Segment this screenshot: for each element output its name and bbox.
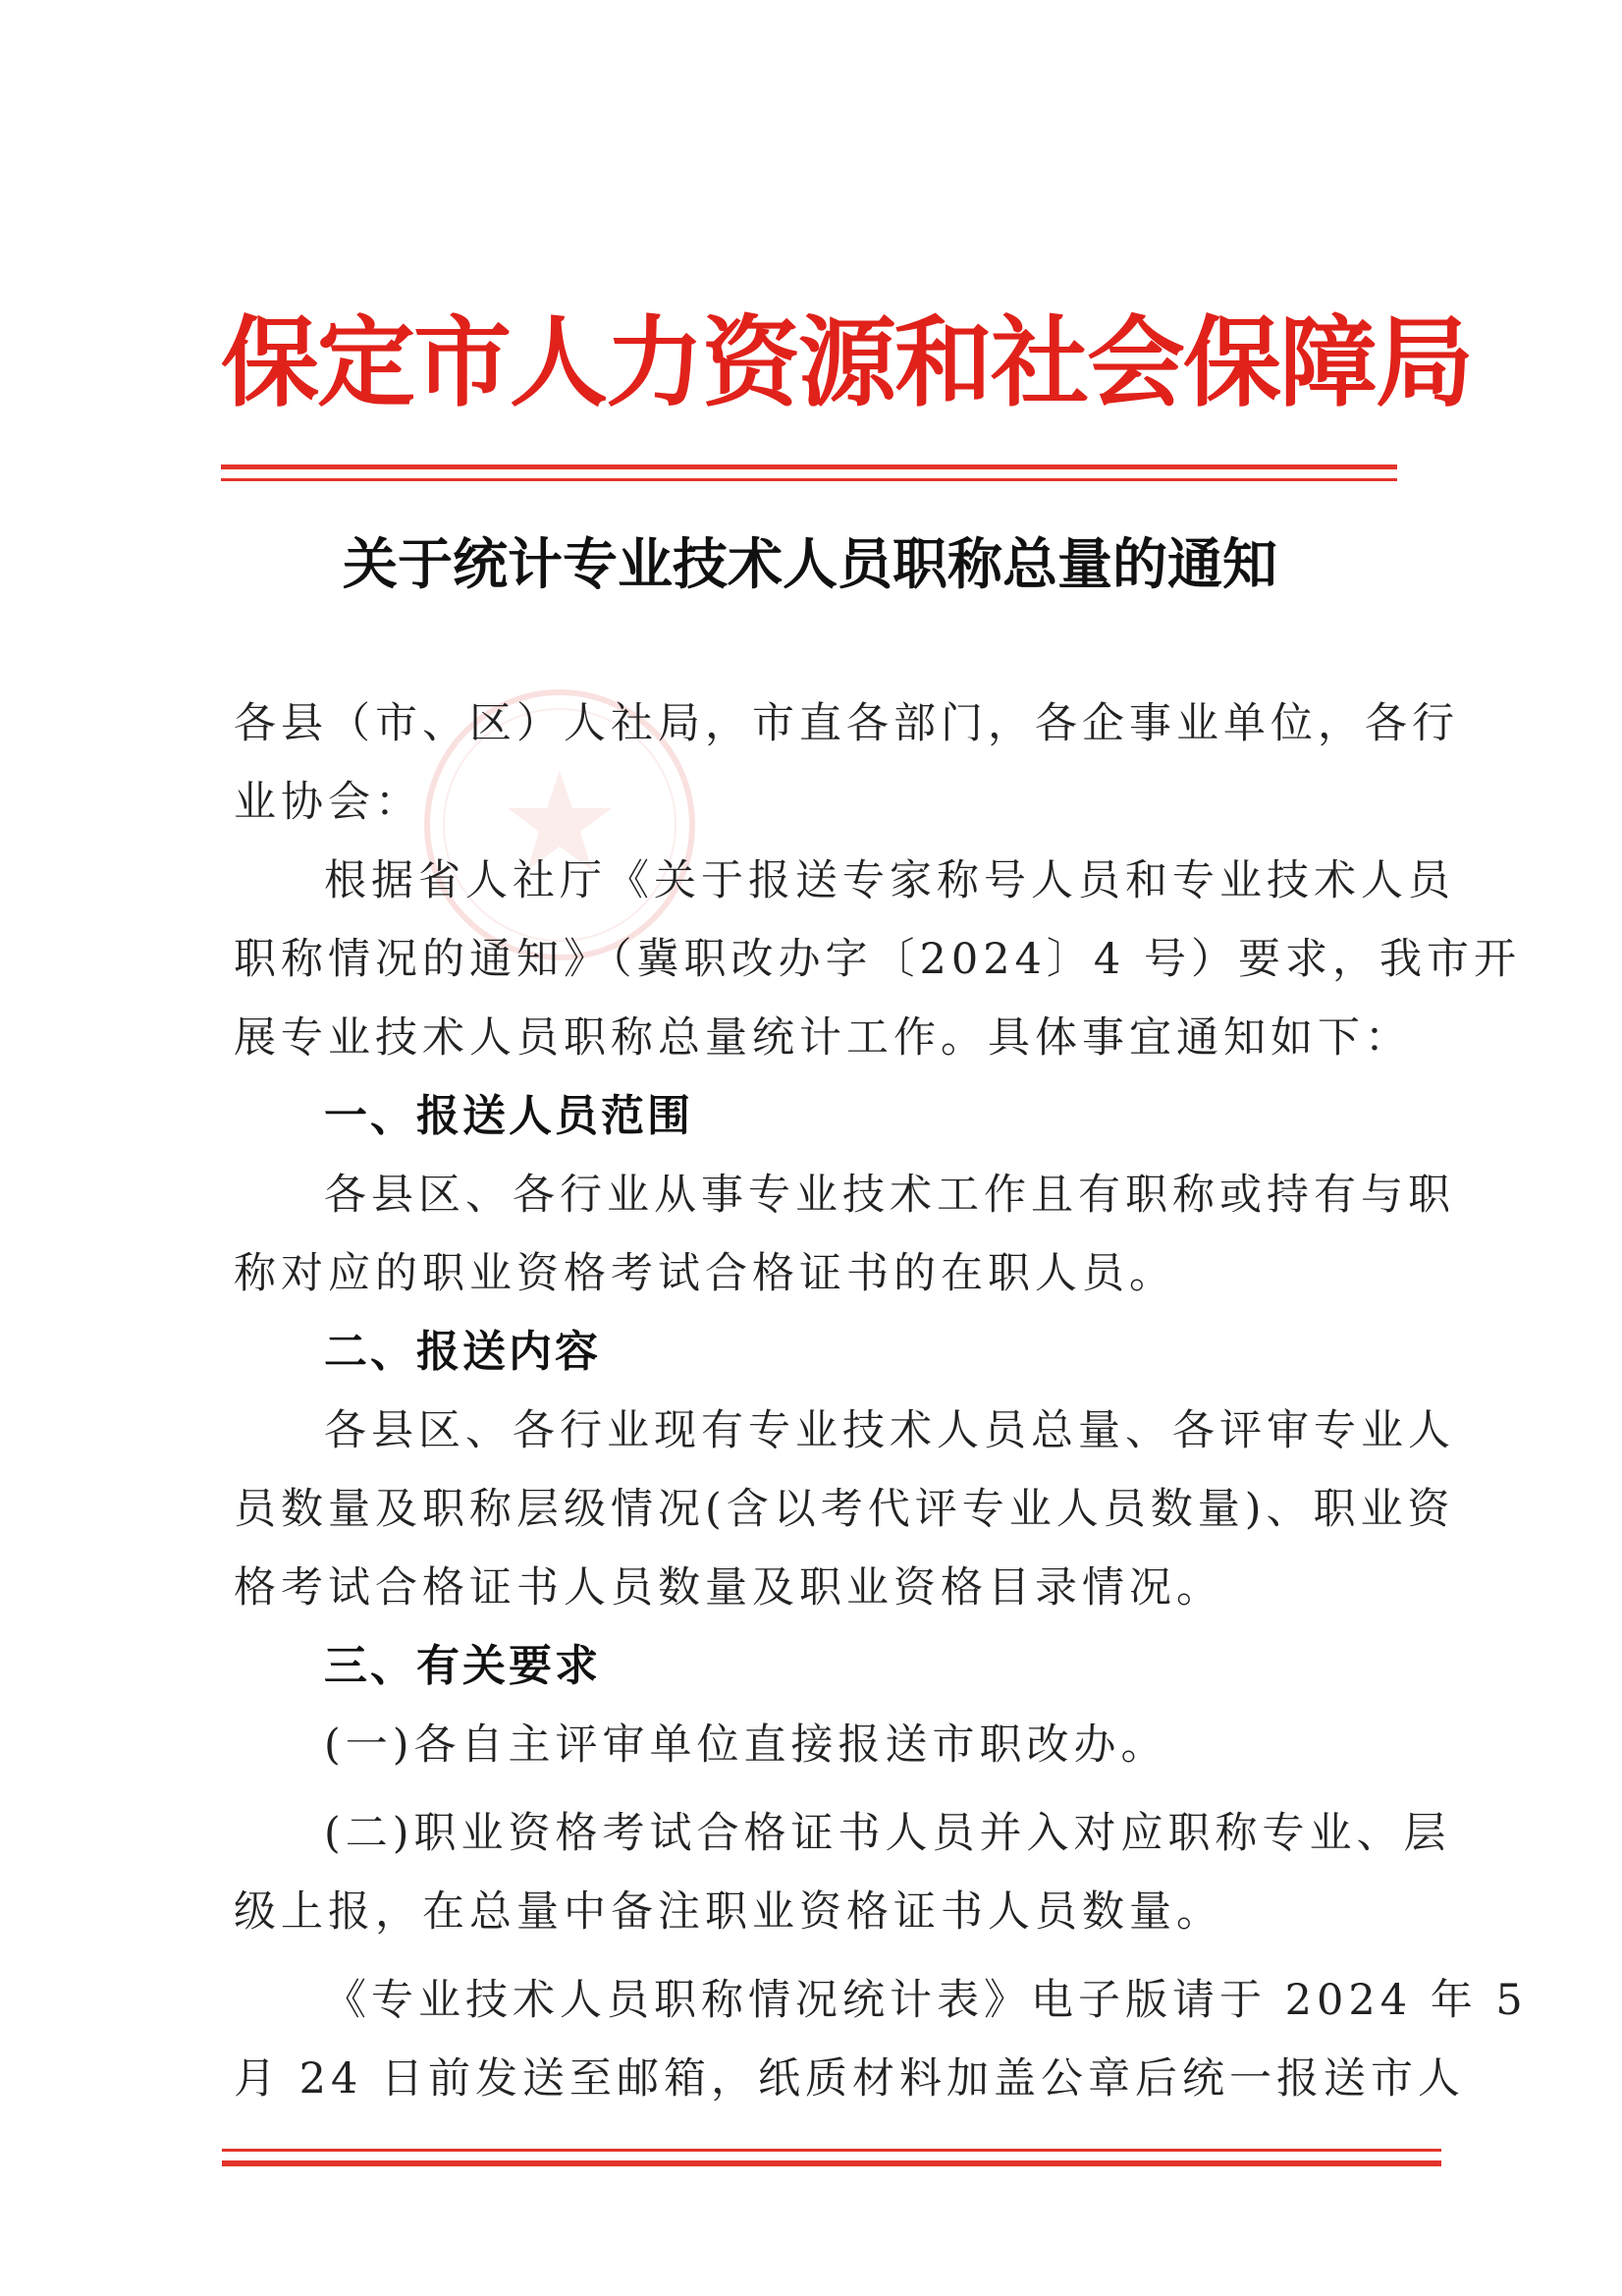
header-rule-thick (221, 465, 1397, 469)
paragraph-line: 展专业技术人员职称总量统计工作。具体事宜通知如下： (234, 1013, 1412, 1063)
section-heading-2: 二、报送内容 (324, 1327, 601, 1377)
section-heading-3: 三、有关要求 (324, 1641, 601, 1691)
organization-header: 保定市人力资源和社会保障局 (221, 305, 1472, 420)
paragraph-line: 根据省人社厅《关于报送专家称号人员和专业技术人员 (324, 856, 1455, 905)
header-rule-thin (221, 478, 1397, 481)
footer-rule-thick (222, 2160, 1441, 2166)
footer-rule-thin (222, 2149, 1441, 2152)
paragraph-line: 《专业技术人员职称情况统计表》电子版请于 2024 年 5 (324, 1976, 1528, 2025)
section-heading-1: 一、报送人员范围 (324, 1091, 693, 1141)
paragraph-line: (一)各自主评审单位直接报送市职改办。 (324, 1721, 1168, 1770)
paragraph-line: 职称情况的通知》（冀职改办字〔2024〕4 号）要求，我市开 (234, 935, 1521, 984)
paragraph-line: 级上报，在总量中备注职业资格证书人员数量。 (234, 1887, 1223, 1937)
paragraph-line: 员数量及职称层级情况(含以考代评专业人员数量)、职业资 (234, 1485, 1455, 1534)
salutation-line-1: 各县（市、区）人社局，市直各部门，各企事业单位，各行 (234, 699, 1459, 748)
paragraph-line: (二)职业资格考试合格证书人员并入对应职称专业、层 (324, 1809, 1451, 1858)
salutation-line-2: 业协会： (234, 778, 422, 827)
document-title: 关于统计专业技术人员职称总量的通知 (343, 532, 1277, 597)
paragraph-line: 格考试合格证书人员数量及职业资格目录情况。 (234, 1563, 1223, 1613)
paragraph-line: 月 24 日前发送至邮箱，纸质材料加盖公章后统一报送市人 (234, 2054, 1466, 2104)
paragraph-line: 各县区、各行业从事专业技术工作且有职称或持有与职 (324, 1171, 1455, 1220)
paragraph-line: 称对应的职业资格考试合格证书的在职人员。 (234, 1249, 1176, 1298)
paragraph-line: 各县区、各行业现有专业技术人员总量、各评审专业人 (324, 1406, 1455, 1455)
